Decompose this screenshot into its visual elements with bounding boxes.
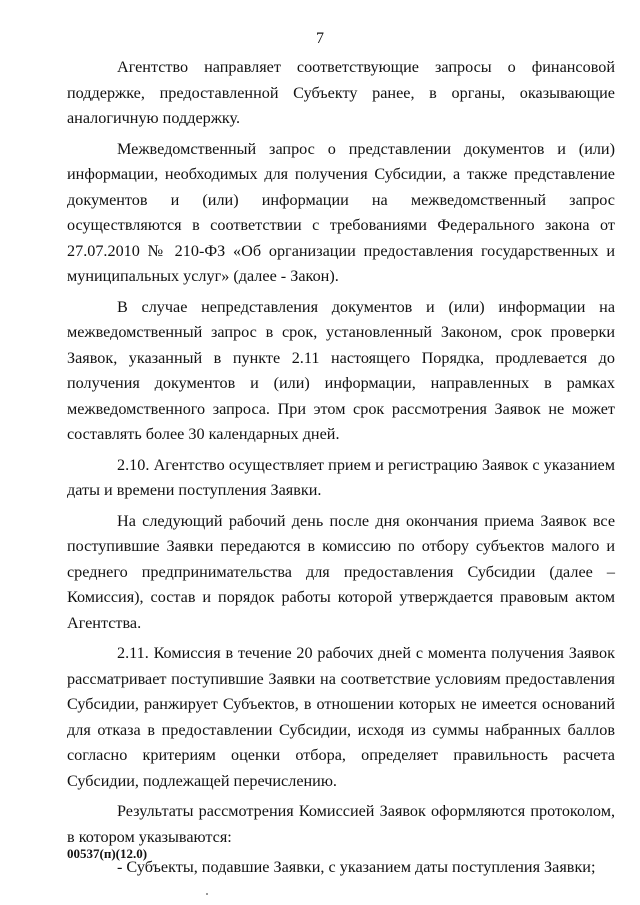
page-number: 7 (316, 30, 324, 47)
paragraph-2-11: 2.11. Комиссия в течение 20 рабочих дней с момента получения Заявок рассматривает поступившие Заявки на соответствие условиям предоставления Субсидии, ранжирует Субъектов, в отношении которых не имеется оснований для отказа в предоставлении Субсидии, исходя из суммы набранных баллов согласно критериям оценки отбора, определяет правильность расчета Субсидии, подлежащей перечислению. (67, 644, 615, 790)
paragraph-support-requests: Агентство направляет соответствующие запросы о финансовой поддержке, предоставленной Субъекту ранее, в органы, оказывающие аналогичную поддержку. (67, 58, 615, 127)
paragraph-protocol: Результаты рассмотрения Комиссией Заявок оформляются протоколом, в котором указываются: (67, 802, 615, 846)
list-item-applicants: - Субъекты, подавшие Заявки, с указанием даты поступления Заявки; (117, 858, 596, 876)
paragraph-non-submission: В случае непредставления документов и (или) информации на межведомственный запрос в срок, установленный Законом, срок проверки Заявок, указанный в пункте 2.11 настоящего Порядка, продлевается до получения документов и (или) информации, направленных в рамках межведомственного запроса. При этом срок рассмотрения Заявок не может составлять более 30 календарных дней. (67, 297, 615, 443)
scan-speck (206, 893, 208, 895)
document-body (67, 55, 615, 881)
document-code: 00537(п)(12.0) (67, 846, 148, 861)
paragraph-interagency-request: Межведомственный запрос о представлении документов и (или) информации, необходимых для получения Субсидии, а также представление документов и (или) информации на межведомственный запрос осуществляются в соответствии с требованиями Федерального закона от 27.07.2010 № 210-ФЗ «Об организации предоставления государственных и муниципальных услуг» (далее - Закон). (67, 139, 615, 285)
paragraph-2-10: 2.10. Агентство осуществляет прием и регистрацию Заявок с указанием даты и времени поступления Заявки. (67, 455, 615, 499)
paragraph-commission-transfer: На следующий рабочий день после дня окончания приема Заявок все поступившие Заявки передаются в комиссию по отбору субъектов малого и среднего предпринимательства для предоставления Субсидии (далее – Комиссия), состав и порядок работы которой утверждается правовым актом Агентства. (67, 511, 615, 632)
